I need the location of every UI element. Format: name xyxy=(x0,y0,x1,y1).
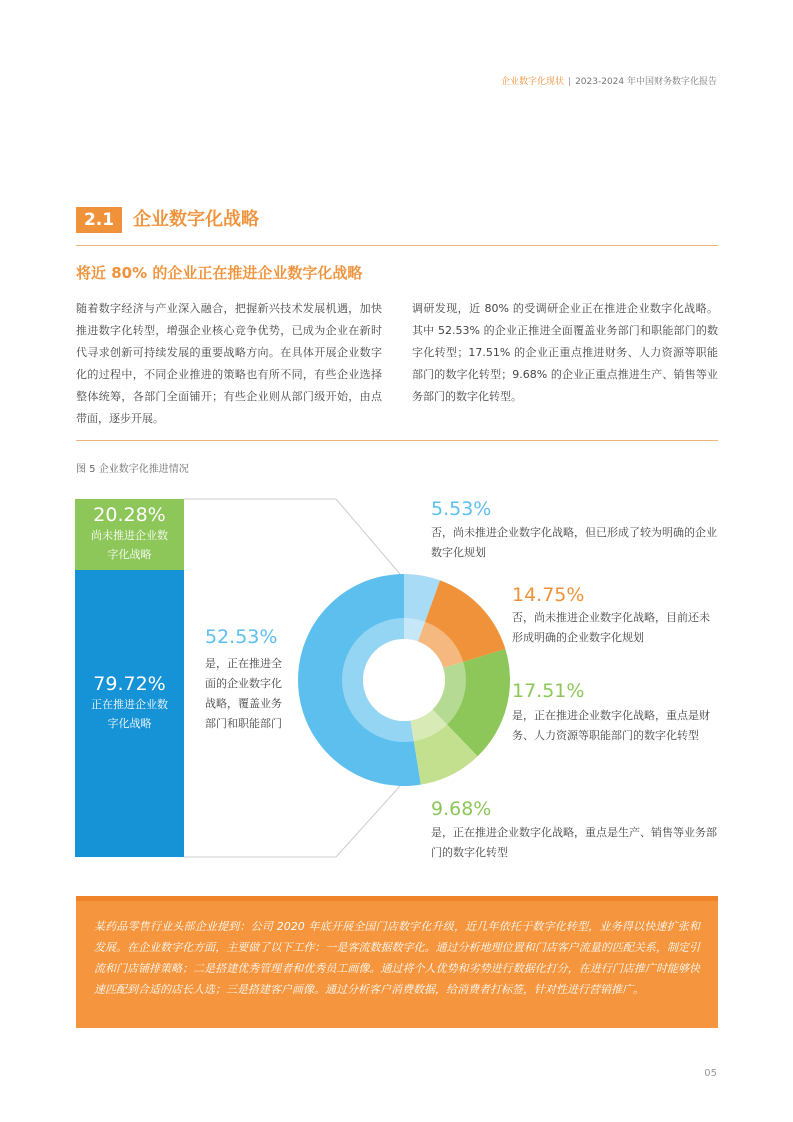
donut-hole xyxy=(363,639,445,721)
slice-label-unplanned-value: 14.75% xyxy=(512,584,585,606)
section-title: 企业数字化战略 xyxy=(133,209,259,230)
header-section: 企业数字化现状 xyxy=(501,77,565,87)
bar-not-started xyxy=(75,499,184,570)
bar-in-progress xyxy=(75,570,184,857)
slice-label-comprehensive-text: 是，正在推进全面的企业数字化战略，覆盖业务部门和职能部门 xyxy=(205,657,282,730)
subheading: 将近 80% 的企业正在推进企业数字化战略 xyxy=(76,264,363,282)
slice-label-comprehensive-value: 52.53% xyxy=(205,626,278,648)
case-study-text: 某药品零售行业头部企业提到：公司 2020 年底开展全国门店数字化升级，近几年依托于数字化转型，业务得以快速扩张和发展。在企业数字化方面，主要做了以下工作：一是客流数据数字化。通过分析地理位置和门店客户流量的匹配关系，制定引流和门店铺排策略；二是搭建优秀管理者和优秀员工画像。通过将个人优势和劣势进行数据化打分，在进行门店推广时能够快速匹配到合适的店长人选；三是搭建客户画像。通过分析客户消费数据，给消费者打标签，针对性进行营销推广。 xyxy=(94,920,700,996)
slice-label-business-value: 9.68% xyxy=(431,798,492,820)
bar-not-started-value: 20.28% xyxy=(93,504,166,526)
bar-not-started-label: 尚未推进企业数字化战略 xyxy=(91,529,168,561)
case-study-top-border xyxy=(76,896,718,901)
figure-caption: 图 5 企业数字化推进情况 xyxy=(76,464,189,475)
slice-label-planned-text: 否，尚未推进企业数字化战略，但已形成了较为明确的企业数字化规划 xyxy=(431,526,717,559)
section-number: 2.1 xyxy=(76,207,122,233)
paragraph-left: 随着数字经济与产业深入融合，把握新兴技术发展机遇，加快推进数字化转型，增强企业核心竞争优势，已成为企业在新时代寻求创新可持续发展的重要战略方向。在具体开展企业数字化的过程中，不同企业推进的策略也有所不同，有些企业选择整体统筹，各部门全面铺开；有些企业则从部门级开始，由点带面，逐步开展。 xyxy=(76,302,382,425)
paragraph-right: 调研发现，近 80% 的受调研企业正在推进企业数字化战略。其中 52.53% 的企业正推进全面覆盖业务部门和职能部门的数字化转型；17.51% 的企业正重点推进财务、人力资源等职能部门的数字化转型；9.68% 的企业正重点推进生产、销售等业务部门的数字化转型。 xyxy=(412,302,718,403)
slice-label-business-text: 是，正在推进企业数字化战略，重点是生产、销售等业务部门的数字化转型 xyxy=(431,826,717,859)
bar-in-progress-label: 正在推进企业数字化战略 xyxy=(91,698,168,730)
slice-label-unplanned-text: 否，尚未推进企业数字化战略，目前还未形成明确的企业数字化规划 xyxy=(512,611,710,644)
slice-label-functional-text: 是，正在推进企业数字化战略，重点是财务、人力资源等职能部门的数字化转型 xyxy=(512,709,710,742)
slice-label-planned-value: 5.53% xyxy=(431,498,492,520)
header-report-title: 2023-2024 年中国财务数字化报告 xyxy=(575,77,717,87)
page-number: 05 xyxy=(704,1068,717,1079)
header-separator: | xyxy=(568,77,572,87)
case-study-box xyxy=(76,896,718,1028)
donut-chart xyxy=(298,574,510,786)
slice-label-functional-value: 17.51% xyxy=(512,680,585,702)
bar-in-progress-value: 79.72% xyxy=(93,673,166,695)
